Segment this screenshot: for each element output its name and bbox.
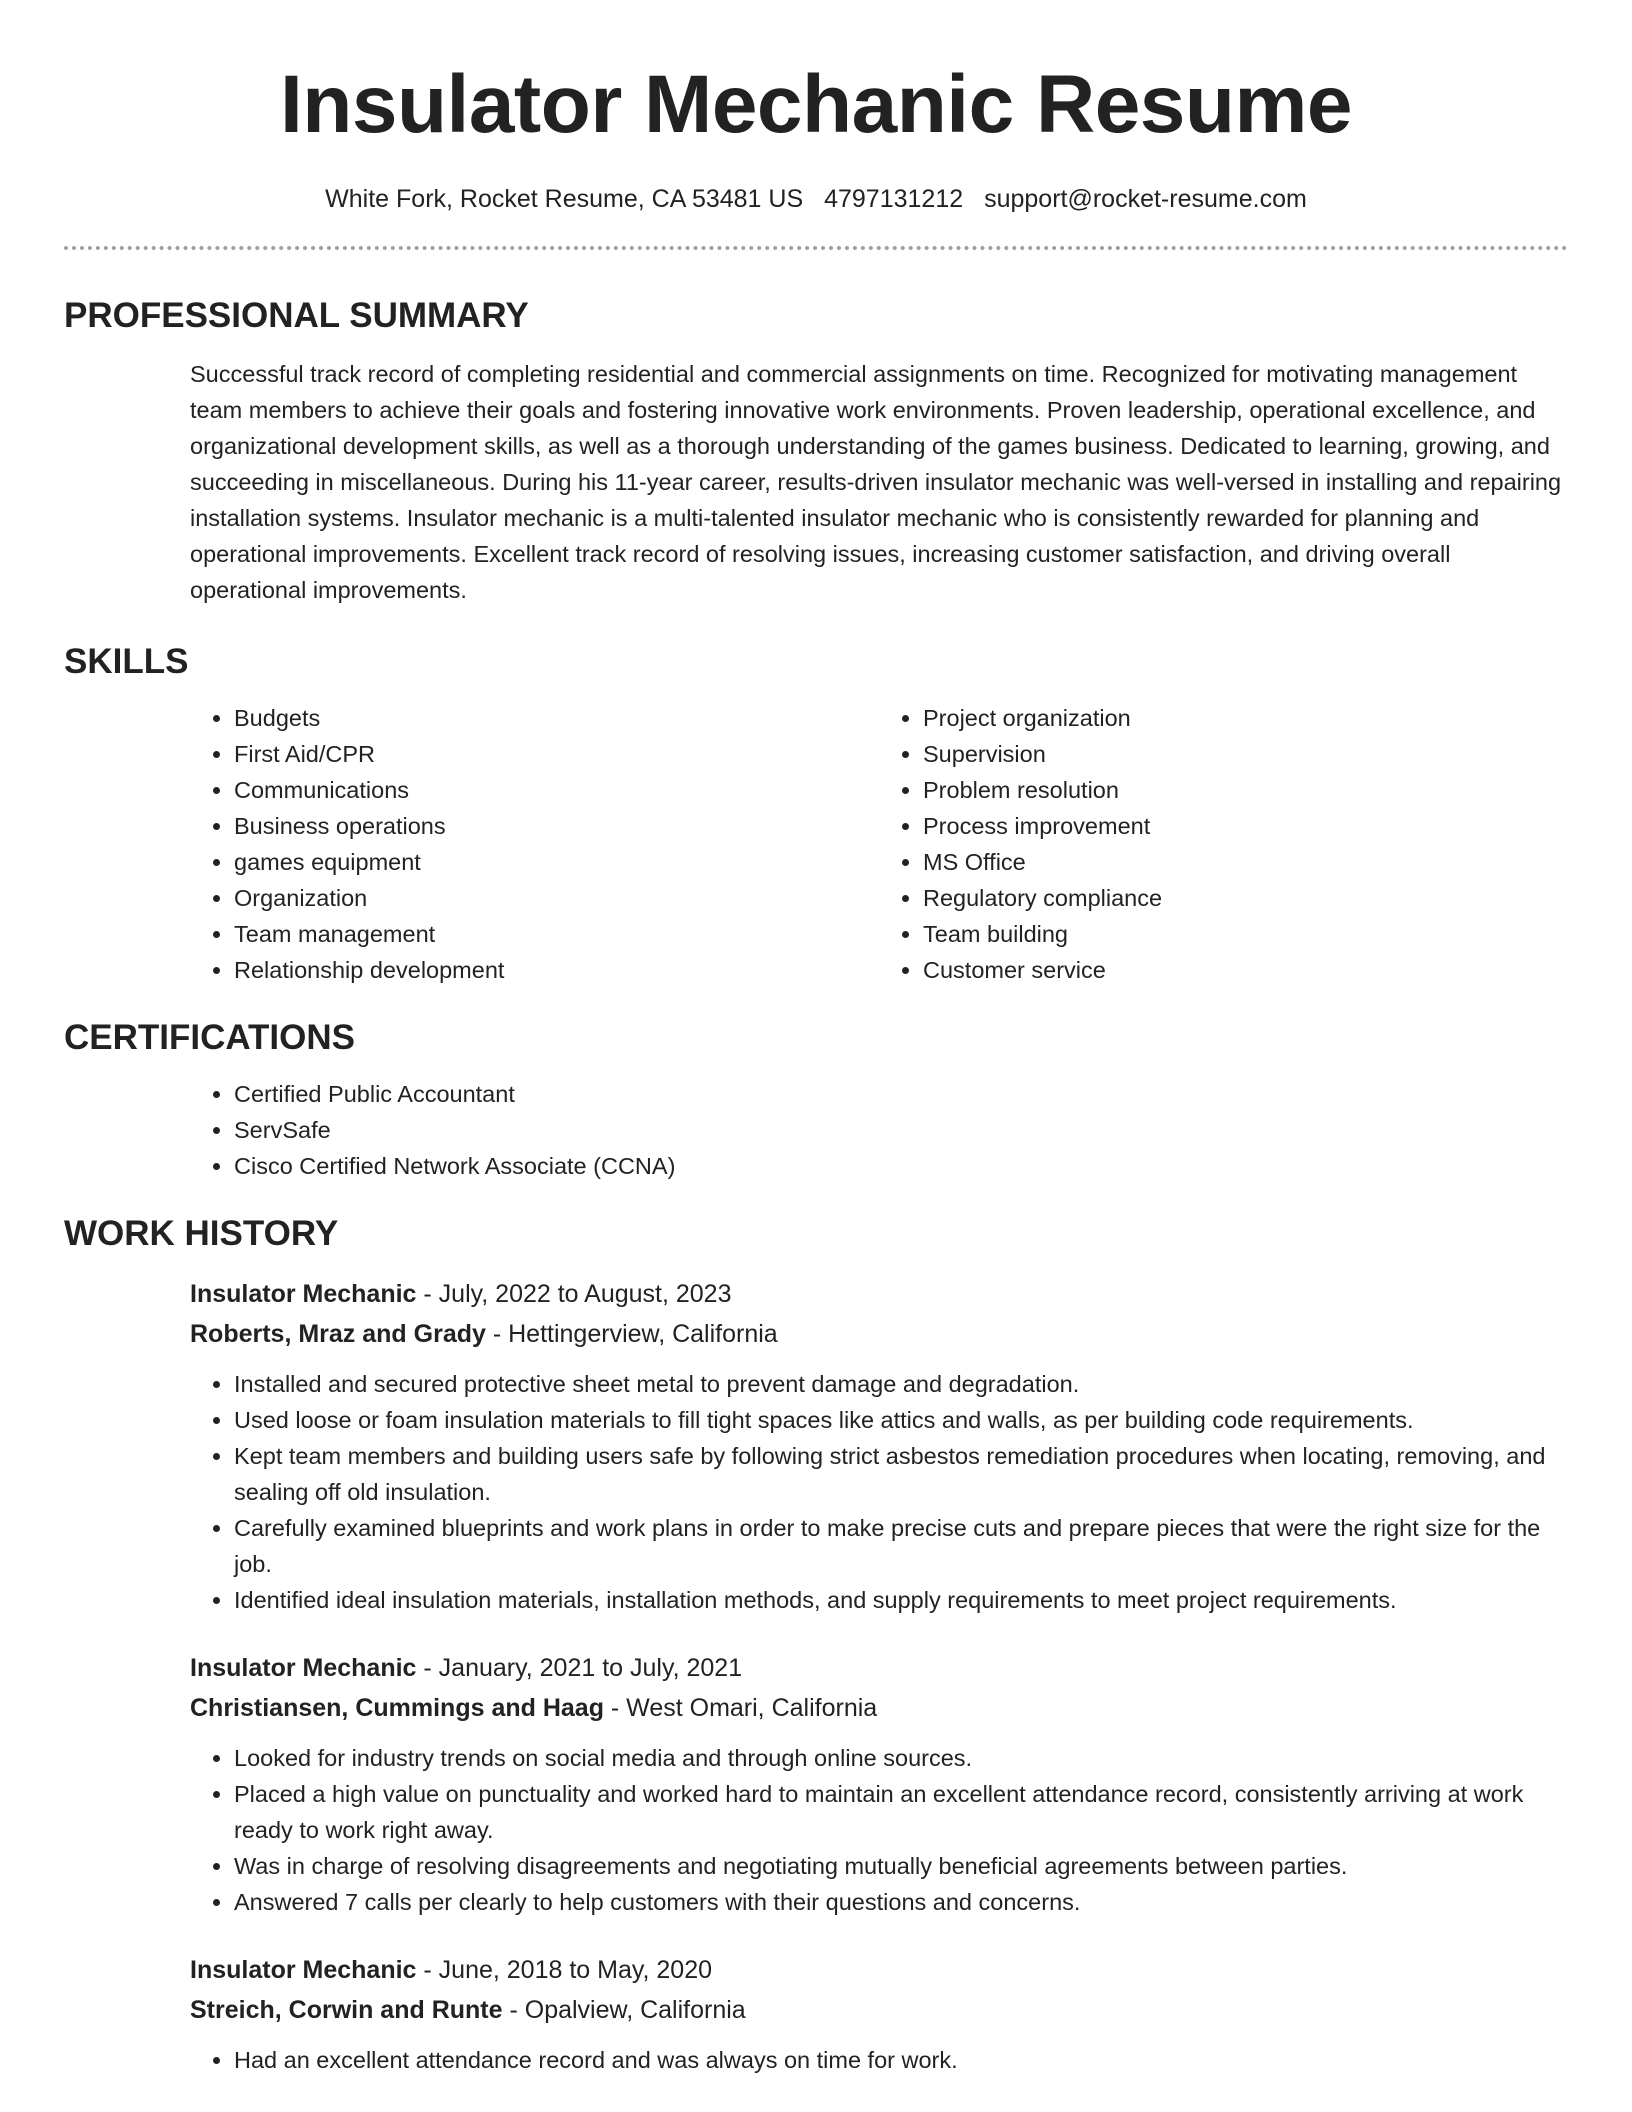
skill-item: • Relationship development	[234, 952, 879, 988]
skills-left-list	[190, 700, 879, 988]
skill-item: • Problem resolution	[923, 772, 1568, 808]
job-company-line	[190, 1688, 1568, 1728]
skill-item: • Customer service	[923, 952, 1568, 988]
job-company: Christiansen, Cummings and Haag	[190, 1694, 604, 1722]
job-duty: • Looked for industry trends on social media and through online sources.	[234, 1740, 1568, 1776]
job-role-line	[190, 1648, 1568, 1688]
resume-page	[64, 0, 1568, 2078]
skill-item: • Organization	[234, 880, 879, 916]
job-duties-list	[190, 1366, 1568, 1618]
job-role-line	[190, 1274, 1568, 1314]
summary-text: Successful track record of completing residential and commercial assignments on time. Recognized for motivating management team members to achieve their goals and fostering innovative work environments. Proven leadership, operational excellence, and organizational development skills, as well as a thorough understanding of the games business. Dedicated to learning, growing, and succeeding in miscellaneous. During his 11-year career, results-driven insulator mechanic was well-versed in installing and repairing installation systems. Insulator mechanic is a multi-talented insulator mechanic who is consistently rewarded for planning and operational improvements. Excellent track record of resolving issues, increasing customer satisfaction, and driving overall operational improvements.	[190, 361, 1562, 603]
summary-heading: PROFESSIONAL SUMMARY	[64, 296, 529, 335]
job-duty: • Carefully examined blueprints and work plans in order to make precise cuts and prepare pieces that were the right size for the job.	[234, 1510, 1568, 1582]
job-duties-list	[190, 2042, 1568, 2078]
job-duty: • Was in charge of resolving disagreements and negotiating mutually beneficial agreements between parties.	[234, 1848, 1568, 1884]
job-dates: - January, 2021 to July, 2021	[416, 1654, 743, 1682]
contact-phone: 4797131212	[824, 185, 964, 213]
skill-item: • games equipment	[234, 844, 879, 880]
job-entry	[190, 1274, 1568, 1618]
job-duty: • Installed and secured protective sheet metal to prevent damage and degradation.	[234, 1366, 1568, 1402]
job-duty: • Identified ideal insulation materials, installation methods, and supply requirements to meet project requirements.	[234, 1582, 1568, 1618]
job-duties-list	[190, 1740, 1568, 1920]
skills-right-list	[879, 700, 1568, 988]
skill-item: • Business operations	[234, 808, 879, 844]
job-location: - Hettingerview, California	[485, 1320, 778, 1348]
section-work-history	[64, 1214, 1568, 2078]
job-entry	[190, 1648, 1568, 1920]
job-duty: • Answered 7 calls per clearly to help customers with their questions and concerns.	[234, 1884, 1568, 1920]
section-skills	[64, 642, 1568, 988]
skill-item: • Team building	[923, 916, 1568, 952]
work-history-heading: WORK HISTORY	[64, 1214, 339, 1253]
section-certifications	[64, 1018, 1568, 1184]
certification-item: • ServSafe	[234, 1112, 1568, 1148]
job-entry	[190, 1950, 1568, 2078]
skills-heading: SKILLS	[64, 642, 189, 681]
header-divider	[64, 246, 1568, 250]
certifications-list	[190, 1076, 1568, 1184]
skill-item: • First Aid/CPR	[234, 736, 879, 772]
job-location: - Opalview, California	[502, 1996, 746, 2024]
job-company-line	[190, 1990, 1568, 2030]
skills-columns	[190, 700, 1568, 988]
job-duty: • Placed a high value on punctuality and worked hard to maintain an excellent attendance record, consistently arriving at work ready to work right away.	[234, 1776, 1568, 1848]
contact-line	[64, 184, 1568, 214]
certifications-list-wrap	[190, 1076, 1568, 1184]
contact-address: White Fork, Rocket Resume, CA 53481 US	[325, 185, 804, 213]
resume-title: Insulator Mechanic Resume	[279, 59, 1353, 150]
job-role: Insulator Mechanic	[190, 1956, 417, 1984]
contact-email: support@rocket-resume.com	[984, 185, 1307, 213]
skill-item: • MS Office	[923, 844, 1568, 880]
job-duty: • Kept team members and building users safe by following strict asbestos remediation procedures when locating, removing, and sealing off old insulation.	[234, 1438, 1568, 1510]
skill-item: • Supervision	[923, 736, 1568, 772]
job-dates: - July, 2022 to August, 2023	[416, 1280, 732, 1308]
job-dates: - June, 2018 to May, 2020	[416, 1956, 713, 1984]
job-duty: • Had an excellent attendance record and was always on time for work.	[234, 2042, 1568, 2078]
skill-item: • Budgets	[234, 700, 879, 736]
certifications-heading: CERTIFICATIONS	[64, 1018, 356, 1057]
skill-item: • Regulatory compliance	[923, 880, 1568, 916]
certification-item: • Certified Public Accountant	[234, 1076, 1568, 1112]
certification-item: • Cisco Certified Network Associate (CCNA)	[234, 1148, 1568, 1184]
job-role: Insulator Mechanic	[190, 1654, 417, 1682]
skill-item: • Communications	[234, 772, 879, 808]
job-company: Streich, Corwin and Runte	[190, 1996, 503, 2024]
skill-item: • Process improvement	[923, 808, 1568, 844]
job-role-line	[190, 1950, 1568, 1990]
skill-item: • Team management	[234, 916, 879, 952]
job-company-line	[190, 1314, 1568, 1354]
job-duty: • Used loose or foam insulation materials to fill tight spaces like attics and walls, as per building code requirements.	[234, 1402, 1568, 1438]
section-summary	[64, 296, 1568, 608]
job-company: Roberts, Mraz and Grady	[190, 1320, 486, 1348]
job-location: - West Omari, California	[603, 1694, 878, 1722]
job-role: Insulator Mechanic	[190, 1280, 417, 1308]
skill-item: • Project organization	[923, 700, 1568, 736]
